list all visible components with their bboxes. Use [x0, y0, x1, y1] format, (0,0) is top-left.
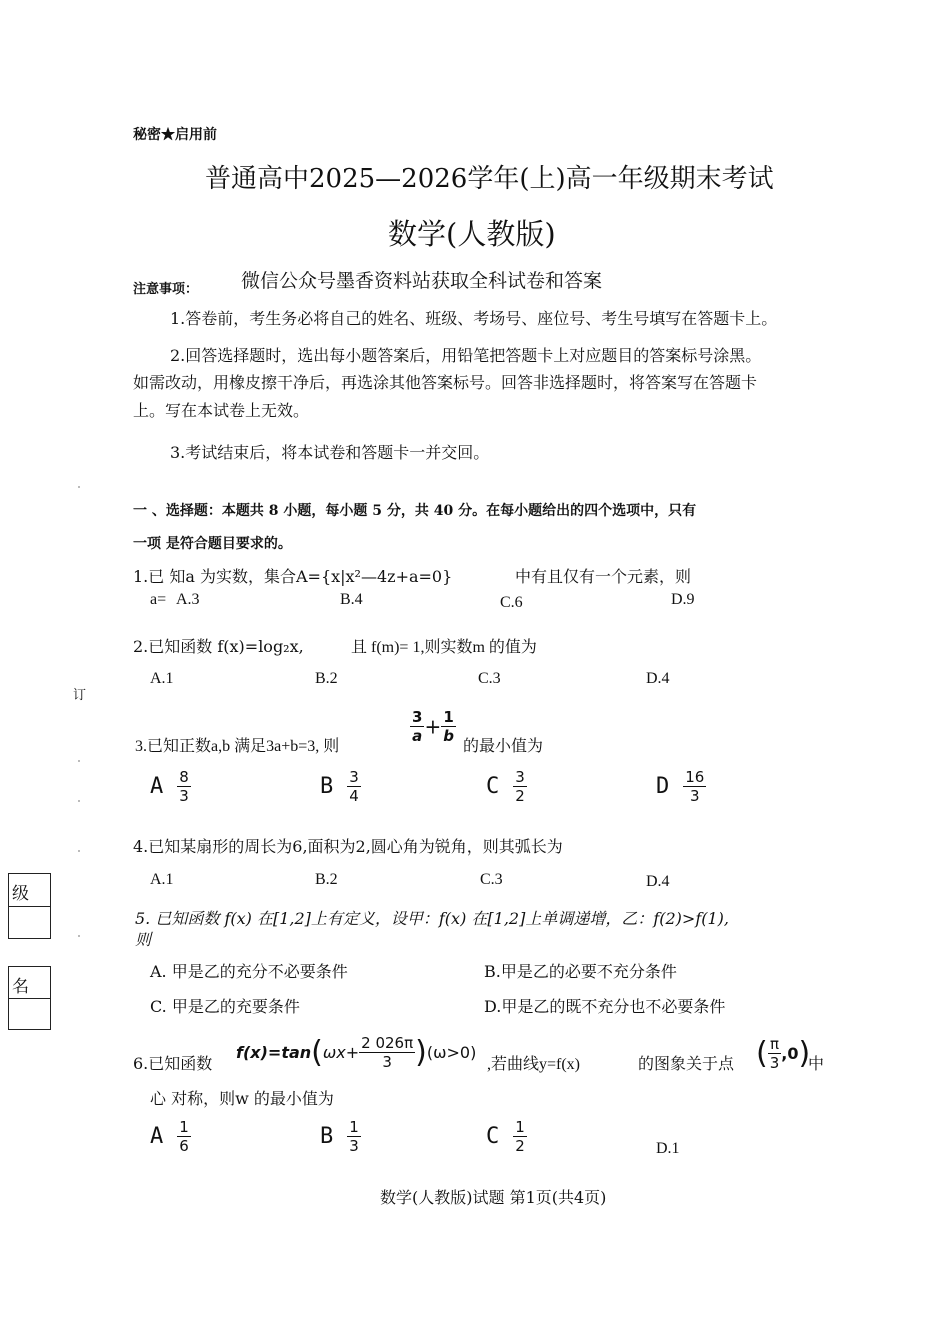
q3-option-b[interactable]: B $\frac{3}{4}$ — [320, 768, 359, 805]
q4-option-c[interactable]: C.3 — [480, 871, 503, 888]
q5-option-b[interactable]: B.甲是乙的必要不充分条件 — [484, 962, 677, 981]
notice-item-2: 2.回答选择题时，选出每小题答案后，用铅笔把答题卡上对应题目的答案标号涂黑。 — [170, 346, 762, 365]
binding-mark-ding: 订 — [73, 688, 87, 703]
notice-item-1: 1.答卷前，考生务必将自己的姓名、班级、考场号、座位号、考生号填写在答题卡上。 — [170, 309, 778, 328]
q6-option-b[interactable]: B $\frac{1}{3}$ — [320, 1118, 359, 1155]
q1-prefix: a= — [150, 591, 167, 608]
exam-title: 普通高中2025—2026学年(上)高一年级期末考试 — [205, 164, 774, 194]
q3-stem: 3.已知正数a,b 满足3a+b=3, 则 — [135, 738, 340, 755]
notice-item-3: 3.考试结束后，将本试卷和答题卡一并交回。 — [170, 443, 490, 462]
q6-point: ( $\frac{\pi}{3}$ ,0) — [756, 1035, 811, 1072]
q6-stem-tail: 的图象关于点 — [638, 1054, 735, 1073]
page-footer: 数学(人教版)试题 第1页(共4页) — [380, 1188, 607, 1207]
q2-option-d[interactable]: D.4 — [646, 670, 670, 687]
q5-stem: 5. 已知函数 f(x) 在[1,2]上有定义，设甲：f(x) 在[1,2]上单调递增，乙：f(2)>f(1), — [135, 909, 729, 928]
q4-stem: 4.已知某扇形的周长为6,面积为2,圆心角为锐角，则其弧长为 — [133, 837, 563, 856]
q4-option-d[interactable]: D.4 — [646, 873, 670, 890]
section-heading: 一 、选择题：本题共 8 小题，每小题 5 分，共 40 分。在每小题给出的四个选项中，只有 — [133, 503, 697, 519]
q6-stem-line2: 心 对称，则w 的最小值为 — [150, 1089, 334, 1108]
notice-item-2-cont: 如需改动，用橡皮擦干净后，再选涂其他答案标号。回答非选择题时，将答案写在答题卡 — [133, 373, 758, 392]
q3-expression: $\frac{3}{a}$ + $\frac{1}{b}$ — [412, 708, 454, 745]
q1-option-b[interactable]: B.4 — [340, 591, 363, 608]
q5-option-a[interactable]: A. 甲是乙的充分不必要条件 — [150, 962, 348, 981]
q1-stem-tail: 中有且仅有一个元素，则 — [515, 567, 692, 586]
notice-item-2-end: 上。写在本试卷上无效。 — [133, 401, 310, 420]
q6-option-d[interactable]: D.1 — [656, 1140, 680, 1157]
q2-option-a[interactable]: A.1 — [150, 670, 174, 687]
q5-option-c[interactable]: C. 甲是乙的充要条件 — [150, 997, 300, 1016]
q4-option-b[interactable]: B.2 — [315, 871, 338, 888]
class-label: 级 — [9, 874, 50, 907]
q3-option-d[interactable]: D $\frac{16}{3}$ — [656, 768, 705, 805]
q4-option-a[interactable]: A.1 — [150, 871, 174, 888]
q2-option-c[interactable]: C.3 — [478, 670, 501, 687]
section-heading-cont: 一项 是符合题目要求的。 — [133, 536, 292, 552]
q3-option-a[interactable]: A $\frac{8}{3}$ — [150, 768, 189, 805]
class-box[interactable] — [8, 873, 51, 939]
notice-label: 注意事项： — [133, 282, 199, 297]
q6-option-c[interactable]: C $\frac{1}{2}$ — [486, 1118, 525, 1155]
q6-stem-end: 中 — [808, 1054, 825, 1073]
q5-option-d[interactable]: D.甲是乙的既不充分也不必要条件 — [484, 997, 726, 1016]
q1-option-d[interactable]: D.9 — [671, 591, 695, 608]
q2-stem-tail: 且 f(m)= 1,则实数m 的值为 — [351, 639, 537, 656]
q6-stem: 6.已知函数 — [133, 1054, 213, 1073]
q2-option-b[interactable]: B.2 — [315, 670, 338, 687]
exam-subtitle: 数学(人教版) — [388, 217, 556, 251]
name-label: 名 — [9, 967, 50, 999]
q3-option-c[interactable]: C $\frac{3}{2}$ — [486, 768, 525, 805]
name-box[interactable] — [8, 966, 51, 1030]
q1-option-a[interactable]: A.3 — [176, 591, 200, 608]
q6-formula: f(x)=tan(ωx+ $\frac{2 026\pi}{3}$ )(ω>0) — [236, 1034, 477, 1071]
q1-stem: 1.已 知a 为实数，集合A={x|x²—4z+a=0} — [133, 567, 453, 586]
watermark-text: 微信公众号墨香资料站获取全科试卷和答案 — [241, 270, 603, 292]
q5-stem-cont: 则 — [135, 930, 152, 949]
secret-mark: 秘密★启用前 — [133, 127, 217, 143]
q2-stem: 2.已知函数 f(x)=log₂x, — [133, 637, 304, 656]
q3-stem-tail: 的最小值为 — [463, 736, 544, 755]
q6-option-a[interactable]: A $\frac{1}{6}$ — [150, 1118, 189, 1155]
q1-option-c[interactable]: C.6 — [500, 594, 523, 611]
q6-stem-mid: ,若曲线y=f(x) — [487, 1056, 581, 1073]
